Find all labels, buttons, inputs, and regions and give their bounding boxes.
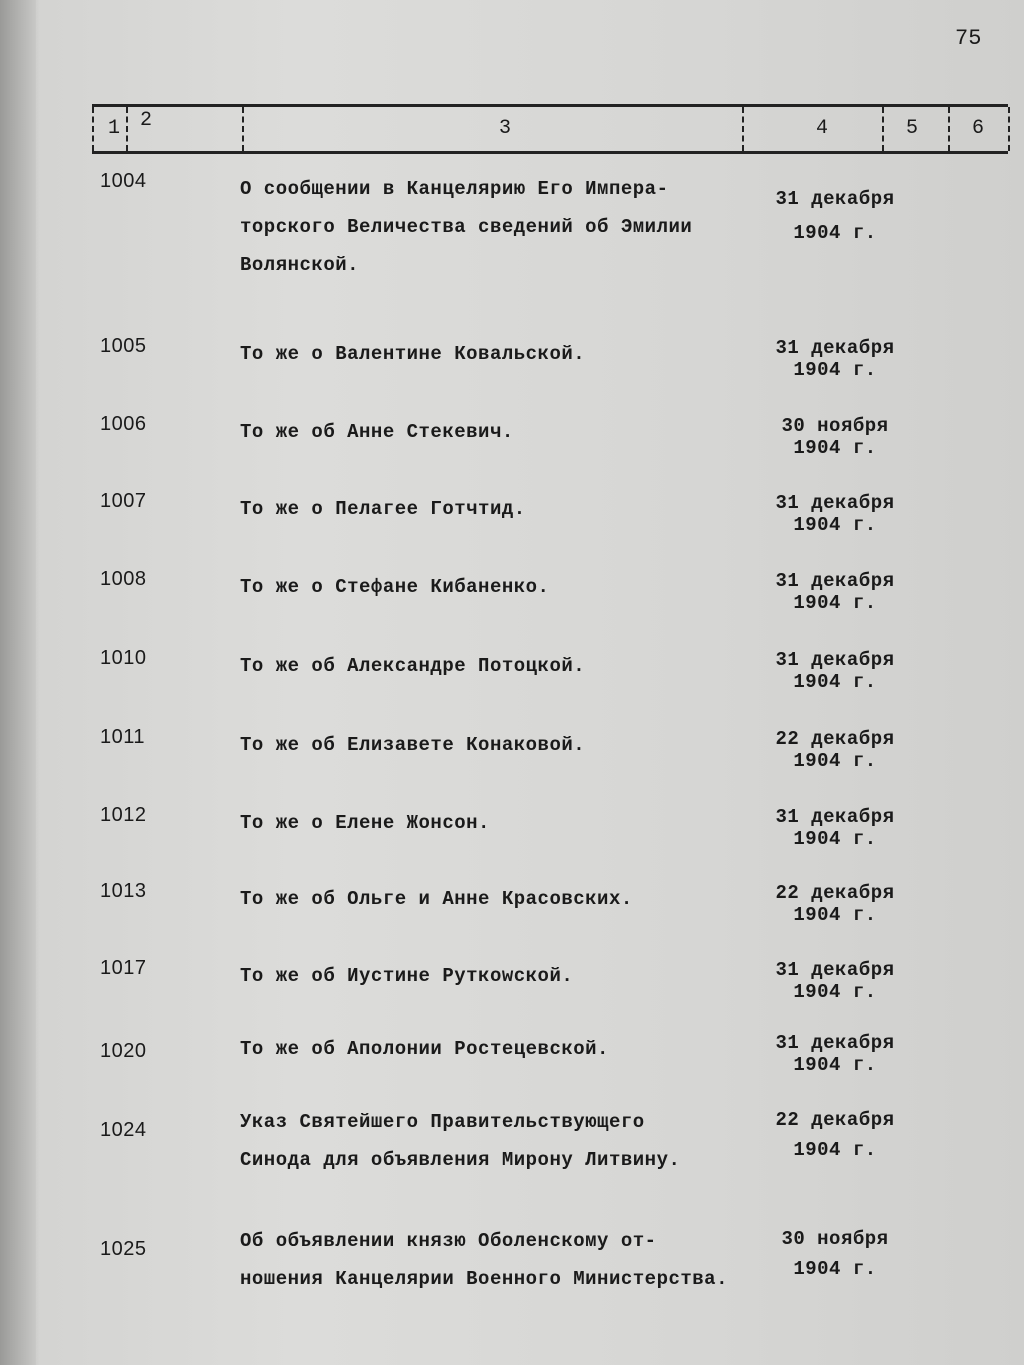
- entry-date: 31 декабря 1904 г.: [775, 492, 895, 536]
- entry-number: 1008: [100, 568, 147, 590]
- header-col-6: [948, 107, 1010, 151]
- entry-date: 30 ноября 1904 г.: [781, 415, 889, 459]
- entry-number: 1005: [100, 335, 147, 357]
- header-label: 1: [108, 117, 121, 140]
- header-label: 5: [906, 117, 919, 140]
- header-col-3: [242, 107, 744, 151]
- entry-date: 31 декабря 1904 г.: [775, 337, 895, 381]
- entry-date: 31 декабря 1904 г.: [775, 188, 895, 244]
- entry-title: То же об Ольге и Анне Красовских.: [240, 888, 633, 910]
- entry-date: 22 декабря 1904 г.: [775, 1109, 895, 1161]
- entry-title: О сообщении в Канцелярию Его Импера- торского Величества сведений об Эмилии Волянской.: [240, 178, 693, 276]
- entry-number: 1020: [100, 1040, 147, 1062]
- entry-number: 1017: [100, 957, 147, 979]
- entry-number: 1012: [100, 804, 147, 826]
- entry-number: 1024: [100, 1119, 147, 1141]
- entry-date: 31 декабря 1904 г.: [775, 649, 895, 693]
- header-label: 2: [140, 109, 153, 132]
- entry-number: 1006: [100, 413, 147, 435]
- entry-number: 1007: [100, 490, 147, 512]
- entry-title: То же об Аполонии Ростецевской.: [240, 1038, 609, 1060]
- entry-title: То же о Пелагее Готчтид.: [240, 498, 526, 520]
- entry-number: 1004: [100, 170, 147, 192]
- entry-date: 31 декабря 1904 г.: [775, 570, 895, 614]
- header-label: 6: [972, 117, 985, 140]
- header-label: 4: [816, 117, 829, 140]
- entry-title: То же об Александре Потоцкой.: [240, 655, 586, 677]
- entry-title: То же об Елизавете Конаковой.: [240, 734, 586, 756]
- entry-number: 1025: [100, 1238, 147, 1260]
- entry-date: 31 декабря 1904 г.: [775, 1032, 895, 1076]
- entry-title: То же об Иустине Руткowской.: [240, 965, 574, 987]
- entry-title: Указ Святейшего Правительствующего Синода для объявления Мирону Литвину.: [240, 1111, 681, 1171]
- header-col-4: [742, 107, 884, 151]
- entry-title: Об объявлении князю Оболенскому от- ношения Канцелярии Военного Министерства.: [240, 1230, 728, 1290]
- entry-title: То же о Стефане Кибаненко.: [240, 576, 550, 598]
- table-header: [92, 104, 1008, 154]
- entry-number: 1013: [100, 880, 147, 902]
- page-edge-shadow: [0, 0, 36, 1365]
- entry-number: 1010: [100, 647, 147, 669]
- entry-title: То же о Елене Жонсон.: [240, 812, 490, 834]
- header-col-1: [92, 107, 128, 151]
- header-col-5: [882, 107, 950, 151]
- entry-date: 22 декабря 1904 г.: [775, 882, 895, 926]
- entry-number: 1011: [100, 726, 146, 748]
- entry-date: 30 ноября 1904 г.: [781, 1228, 889, 1280]
- entry-date: 31 декабря 1904 г.: [775, 806, 895, 850]
- entry-date: 31 декабря 1904 г.: [775, 959, 895, 1003]
- entry-title: То же об Анне Стекевич.: [240, 421, 514, 443]
- page-number: 75: [955, 26, 982, 51]
- entry-title: То же о Валентине Ковальской.: [240, 343, 586, 365]
- header-label: 3: [499, 117, 512, 140]
- header-col-2: [126, 107, 244, 151]
- entry-date: 22 декабря 1904 г.: [775, 728, 895, 772]
